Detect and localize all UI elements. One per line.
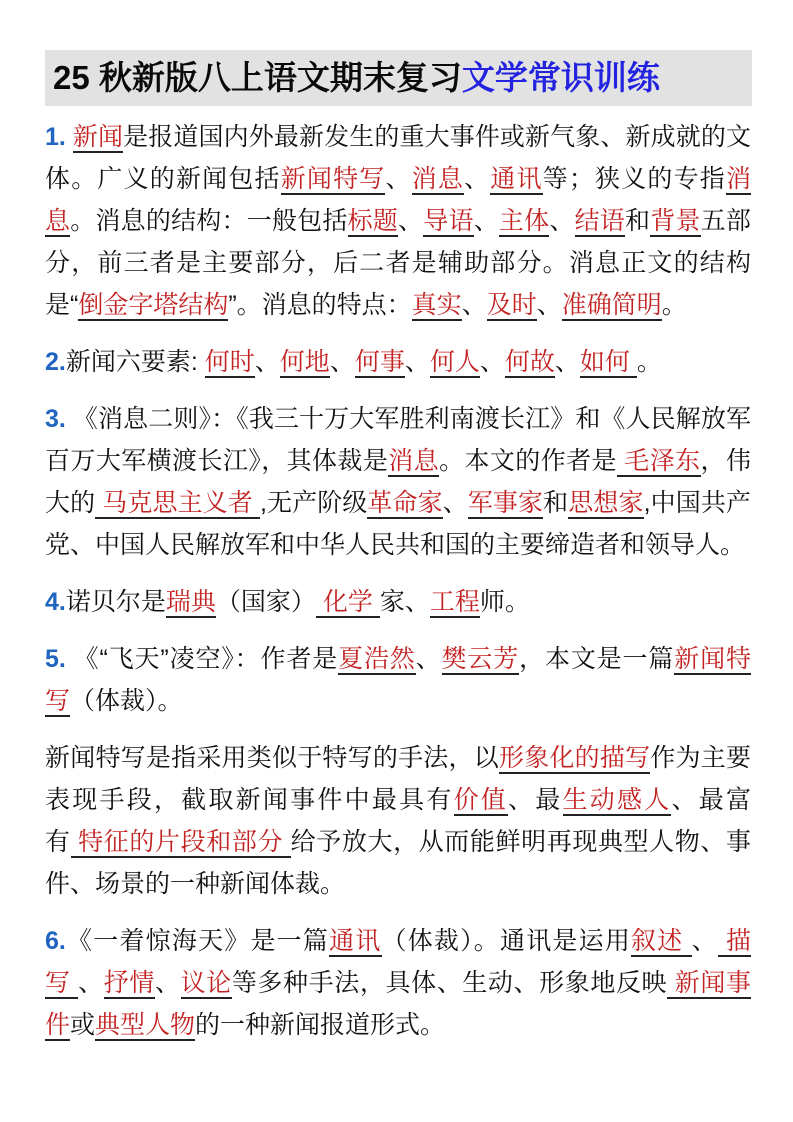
answer-text: 消息 bbox=[45, 165, 751, 235]
answer-text: 瑞典 bbox=[165, 588, 216, 616]
answer-text: 何人 bbox=[429, 348, 480, 376]
answer-text: 真实 bbox=[411, 291, 462, 319]
answer-text: 革命家 bbox=[367, 489, 443, 517]
body-text: 家、 bbox=[379, 588, 430, 616]
paragraph bbox=[45, 398, 751, 566]
body-text: 或 bbox=[70, 1011, 96, 1039]
body-text: 的一种新闻报道形式。 bbox=[195, 1011, 446, 1039]
body-text: ，伟大的 bbox=[45, 447, 751, 517]
body-text: 。 bbox=[636, 348, 662, 376]
body-text: 、 bbox=[554, 348, 580, 376]
body-text: 新闻六要素: bbox=[65, 348, 205, 376]
body-text: 。 bbox=[661, 291, 687, 319]
paragraph bbox=[45, 638, 751, 722]
answer-text: 倒金字塔结构 bbox=[78, 291, 229, 319]
body-text: 、 bbox=[329, 348, 355, 376]
page-title-blue: 文学常识训练 bbox=[461, 59, 660, 96]
answer-text: 价值 bbox=[453, 786, 509, 814]
body-text: 、 bbox=[78, 969, 104, 997]
answer-text: 新闻特写 bbox=[45, 645, 751, 715]
body-text: 、最 bbox=[508, 786, 563, 814]
body-text: 诺贝尔是 bbox=[65, 588, 166, 616]
body-text: 师。 bbox=[479, 588, 530, 616]
answer-text: 生动感人 bbox=[562, 786, 672, 814]
body-text: 、 bbox=[385, 165, 412, 193]
page-title bbox=[45, 50, 752, 106]
body-text: 《“飞天”凌空》：作者是 bbox=[73, 645, 339, 673]
answer-text: 标题 bbox=[347, 207, 399, 235]
body-text: ，本文是一篇 bbox=[519, 645, 675, 673]
answer-text: 新闻特写 bbox=[280, 165, 386, 193]
answer-text: 形象化的描写 bbox=[498, 744, 651, 772]
answer-text: 何故 bbox=[504, 348, 555, 376]
item-number: 2. bbox=[45, 348, 66, 376]
answer-text: 思想家 bbox=[568, 489, 644, 517]
item-number: 5. bbox=[45, 645, 74, 673]
answer-text: 通讯 bbox=[490, 165, 543, 193]
answer-text: 叙述 bbox=[631, 927, 692, 955]
answer-text: 典型人物 bbox=[95, 1011, 196, 1039]
answer-text: 消息 bbox=[411, 165, 465, 193]
body-text: 、 bbox=[415, 645, 442, 673]
body-text: 。消息的结构：一般包括 bbox=[70, 207, 348, 235]
body-text: 给予放大，从而能鲜明再现典型人物、事件、场景的一种新闻体裁。 bbox=[45, 828, 751, 898]
paragraph bbox=[45, 581, 751, 623]
answer-text: 主体 bbox=[498, 207, 550, 235]
paragraph bbox=[45, 341, 751, 383]
answer-text: 通讯 bbox=[329, 927, 382, 955]
body-text: 、 bbox=[479, 348, 505, 376]
paragraph bbox=[45, 116, 751, 326]
body-text: 是报道国内外最新发生的重大事件或新气象、新成就的文体。广义的新闻包括 bbox=[45, 123, 751, 193]
body-text: 《消息二则》：《我三十万大军胜利南渡长江》和《人民解放军百万大军横渡长江》，其体裁是 bbox=[45, 405, 751, 475]
answer-text: 消息 bbox=[388, 447, 440, 475]
body-text: 、 bbox=[404, 348, 430, 376]
answer-text: 马克思主义者 bbox=[95, 489, 260, 517]
body-text: 和 bbox=[625, 207, 651, 235]
body-text: 、 bbox=[398, 207, 424, 235]
item-number: 3. bbox=[45, 405, 73, 433]
body-text: ,中国共产党、中国人民解放军和中华人民共和国的主要缔造者和领导人。 bbox=[45, 489, 751, 559]
answer-text: 工程 bbox=[429, 588, 480, 616]
body-text: 《一着惊海天》是一篇 bbox=[65, 927, 330, 955]
answer-text: 及时 bbox=[486, 291, 537, 319]
body-text: ,无产阶级 bbox=[259, 489, 368, 517]
answer-text: 特征的片段和部分 bbox=[70, 828, 291, 856]
body-text: 等多种手法，具体、生动、形象地反映 bbox=[231, 969, 668, 997]
body-text: 、 bbox=[464, 165, 491, 193]
body-text: 、 bbox=[155, 969, 181, 997]
body-text: 作为主要表现手段，截取新闻事件中最具有 bbox=[45, 744, 751, 814]
answer-text: 描写 bbox=[45, 927, 751, 997]
answer-text: 何地 bbox=[279, 348, 330, 376]
body-text: （体裁）。 bbox=[70, 687, 183, 715]
content bbox=[45, 116, 751, 1046]
answer-text: 樊云芳 bbox=[441, 645, 520, 673]
answer-text: 议论 bbox=[180, 969, 232, 997]
answer-text: 军事家 bbox=[467, 489, 544, 517]
answer-text: 新闻 bbox=[72, 123, 124, 151]
body-text: ”。消息的特点： bbox=[228, 291, 412, 319]
answer-text: 结语 bbox=[574, 207, 625, 235]
answer-text: 准确简明 bbox=[561, 291, 662, 319]
body-text: 、 bbox=[254, 348, 280, 376]
body-text: 、 bbox=[461, 291, 487, 319]
body-text: （体裁）。通讯是运用 bbox=[381, 927, 632, 955]
answer-text: 夏浩然 bbox=[338, 645, 416, 673]
body-text: （国家） bbox=[215, 588, 316, 616]
page-title-black: 25 秋新版八上语文期末复习 bbox=[53, 59, 462, 96]
body-text: 、 bbox=[536, 291, 562, 319]
paragraph bbox=[45, 920, 751, 1046]
body-text: 、 bbox=[473, 207, 499, 235]
answer-text: 如何 bbox=[579, 348, 637, 376]
body-text: 。本文的作者是 bbox=[439, 447, 617, 475]
answer-text: 导语 bbox=[423, 207, 474, 235]
body-text: 、最富有 bbox=[45, 786, 751, 856]
answer-text: 背景 bbox=[650, 207, 701, 235]
item-number: 6. bbox=[45, 927, 66, 955]
answer-text: 新闻事件 bbox=[45, 969, 751, 1039]
body-text: 、 bbox=[442, 489, 468, 517]
paragraph bbox=[45, 737, 751, 905]
body-text: 、 bbox=[549, 207, 575, 235]
body-text: 等；狭义的专指 bbox=[542, 165, 726, 193]
body-text: 、 bbox=[691, 927, 718, 955]
answer-text: 毛泽东 bbox=[616, 447, 701, 475]
answer-text: 抒情 bbox=[103, 969, 155, 997]
body-text: 新闻特写是指采用类似于特写的手法，以 bbox=[45, 744, 499, 772]
answer-text: 何事 bbox=[354, 348, 405, 376]
answer-text: 化学 bbox=[315, 588, 380, 616]
body-text: 和 bbox=[543, 489, 569, 517]
body-text: 五部分，前三者是主要部分，后二者是辅助部分。消息正文的结构是“ bbox=[45, 207, 751, 319]
item-number: 4. bbox=[45, 588, 66, 616]
item-number: 1. bbox=[45, 123, 73, 151]
answer-text: 何时 bbox=[204, 348, 255, 376]
